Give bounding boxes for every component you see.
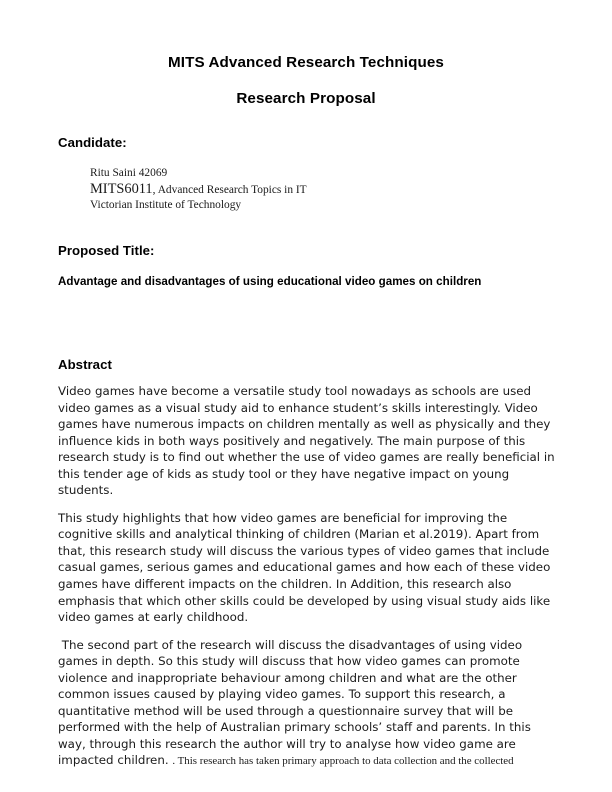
abstract-paragraph: Video games have become a versatile study tool nowadays as schools are used video games as a visual study aid to enhance student’s skills interestingly. Video games have numerous impacts on children mentally as well as physically and they influence kids in both ways positively and negatively. The main purpose of this research study is to find out whether the use of video games are really beneficial in this tender age of kids as study tool or they have negative impact on young students. <box>58 384 559 498</box>
abstract-paragraph: This study highlights that how video games are beneficial for improving the cognitive skills and analytical thinking of children (Marian et al.2019). Apart from that, this research study will discuss the various types of video games that include casual games, serious games and educational games and how each of these video games have different impacts on the children. In Addition, this research also emphasis that which other skills could be developed by using visual study aids like video games at early childhood. <box>58 510 555 625</box>
course-name: , Advanced Research Topics in IT <box>152 183 307 196</box>
candidate-course <box>90 181 307 198</box>
abstract-final-sans-run: The second part of the research will discuss the disadvantages of using video games in depth. So this study will discuss that how video games can promote violence and inappropriate behaviour among children and what are the other common issues caused by playing video games. To support this research, a quantitative method will be used through a questionnaire survey that will be performed with the help of Australian primary schools’ staff and parents. In this way, through this research the author will try to analyse how video game are impacted children. <box>58 637 535 768</box>
course-code: MITS6011 <box>90 180 153 197</box>
document-title-secondary: Research Proposal <box>236 90 376 107</box>
candidate-heading: Candidate: <box>58 135 127 150</box>
document-title-primary: MITS Advanced Research Techniques <box>168 54 444 71</box>
abstract-body <box>58 383 559 770</box>
candidate-institution: Victorian Institute of Technology <box>90 199 242 211</box>
candidate-name-and-id: Ritu Saini 42069 <box>90 167 168 179</box>
proposed-title-text: Advantage and disadvantages of using educational video games on children <box>58 275 482 288</box>
abstract-final-serif-run: . This research has taken primary approach to data collection and the collected <box>172 755 514 768</box>
abstract-paragraph-final <box>58 637 556 770</box>
proposed-title-heading: Proposed Title: <box>58 243 155 258</box>
abstract-heading: Abstract <box>58 357 112 372</box>
candidate-details <box>90 166 307 213</box>
